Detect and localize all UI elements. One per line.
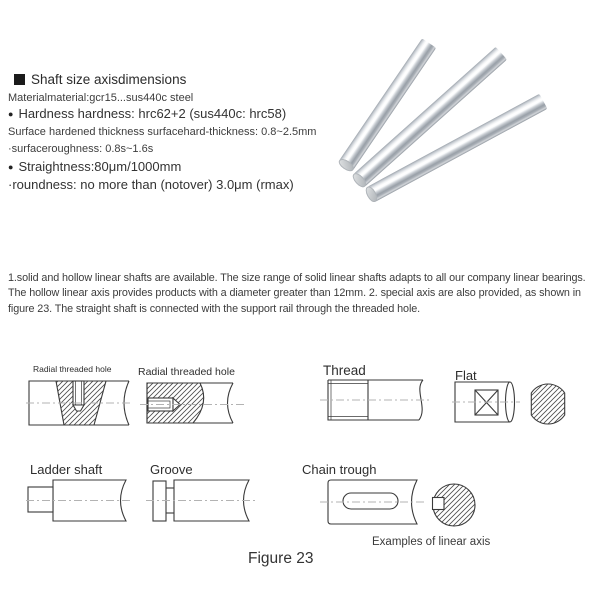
label-groove: Groove — [150, 462, 193, 477]
diagram-groove — [136, 476, 261, 528]
spec-line-surface-thickness: Surface hardened thickness surfacehard-thickness: 0.8~2.5mm — [8, 126, 317, 138]
diagram-radial-threaded-hole-top — [26, 378, 136, 430]
spec-line-surface-roughness: ·surfaceroughness: 0.8s~1.6s — [8, 143, 154, 155]
label-ladder-shaft: Ladder shaft — [30, 462, 103, 477]
spec-block-title — [14, 72, 186, 87]
intro-paragraph: 1.solid and hollow linear shafts are available. The size range of solid linear shafts adapts to all our company linear bearings. The hollow linear axis provides products with a diameter greater than 12mm. 2. special axis are also provided, as shown in figure 23. The straight shaft is connected with the support rail through the threaded hole. — [8, 272, 586, 315]
black-square-bullet-icon — [14, 74, 25, 85]
round-bullet-icon: ● — [8, 108, 14, 119]
end-collar — [153, 481, 166, 521]
trough-slot — [343, 493, 398, 509]
spec-title-text: Shaft size axisdimensions — [31, 72, 187, 87]
diagram-chain-trough — [300, 474, 485, 532]
diagram-thread — [320, 378, 432, 424]
spec-line-roundness: ·roundness: no more than (notover) 3.0μm (rmax) — [8, 177, 294, 192]
diagram-flat — [452, 380, 577, 430]
label-flat: Flat — [455, 368, 477, 383]
caption-figure-23: Figure 23 — [248, 550, 314, 567]
label-radial-threaded-hole-side: Radial threaded hole — [138, 366, 235, 378]
diagram-radial-threaded-hole-side — [138, 378, 248, 430]
spec-straightness-text: Straightness:80μm/1000mm — [18, 159, 182, 174]
label-thread: Thread — [323, 363, 366, 378]
label-chain-trough: Chain trough — [302, 462, 377, 477]
shaft-end-face — [337, 157, 356, 174]
diagram-ladder-shaft — [26, 476, 141, 528]
label-radial-threaded-hole-top: Radial threaded hole — [33, 364, 112, 374]
shaft-end-face — [363, 185, 379, 204]
spec-line-material: Materialmaterial:gcr15...sus440c steel — [8, 92, 194, 104]
spec-line-hardness — [8, 106, 286, 121]
keyway-notch — [433, 498, 445, 510]
round-bullet-icon: ● — [8, 161, 14, 172]
threaded-hole — [73, 381, 84, 405]
caption-examples: Examples of linear axis — [372, 536, 491, 548]
stepped-end — [28, 487, 53, 512]
spec-line-straightness — [8, 159, 181, 174]
cross-section-flats — [531, 384, 564, 424]
spec-hardness-text: Hardness hardness: hrc62+2 (sus440c: hrc58) — [18, 106, 287, 121]
